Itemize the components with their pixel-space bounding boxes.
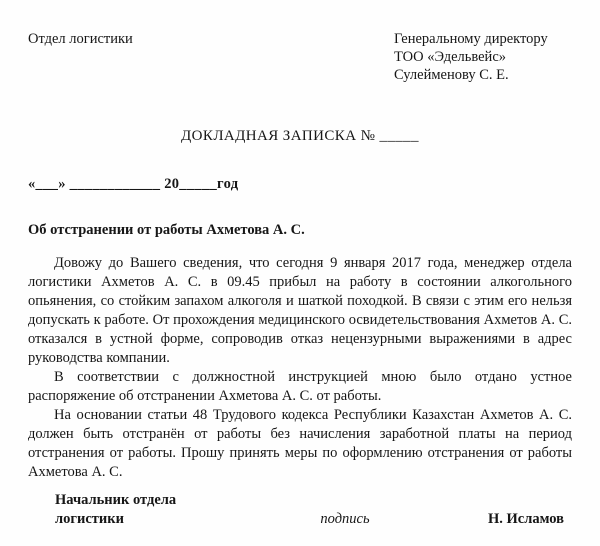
signer-position-line1: Начальник отдела	[55, 492, 177, 508]
recipient-name: Сулейменову С. Е.	[394, 67, 509, 83]
document-title: ДОКЛАДНАЯ ЗАПИСКА № _____	[181, 128, 419, 144]
date-blank-line: «___» ____________ 20_____год	[28, 176, 239, 192]
document-body	[28, 254, 572, 482]
body-paragraph-2: В соответствии с должностной инструкцией мною было отдано устное распоряжение об отстранении Ахметова А. С. от работы.	[28, 369, 572, 404]
recipient-title: Генеральному директору	[394, 31, 548, 47]
document-header	[28, 30, 572, 84]
signer-position-line2: логистики	[55, 511, 124, 527]
signature-block	[28, 491, 572, 529]
subject-line: Об отстранении от работы Ахметова А. С.	[28, 222, 305, 238]
body-paragraph-1: Довожу до Вашего сведения, что сегодня 9 января 2017 года, менеджер отдела логистики Ахметов А. С. в 09.45 прибыл на работу в состоянии алкогольного опьянения, со стойким запахом алкоголя и шаткой походкой. В связи с этим его нельзя допускать к работе. От прохождения медицинского освидетельствования Ахметов А. С. отказался в устной форме, сопроводив отказ нецензурными выражениями в адрес руководства компании.	[28, 255, 572, 366]
recipient-block	[394, 30, 572, 84]
signature-placeholder-label: подпись	[320, 511, 370, 527]
body-paragraph-3: На основании статьи 48 Трудового кодекса Республики Казахстан Ахметов А. С. должен быть отстранён от работы без начисления заработной платы на период отстранения от работы. Прошу принять меры по оформлению отстранения от работы Ахметова А. С.	[28, 407, 572, 480]
recipient-company: ТОО «Эдельвейс»	[394, 49, 506, 65]
signer-name: Н. Исламов	[487, 511, 564, 527]
sender-department: Отдел логистики	[28, 31, 133, 47]
signer-position	[55, 491, 238, 529]
